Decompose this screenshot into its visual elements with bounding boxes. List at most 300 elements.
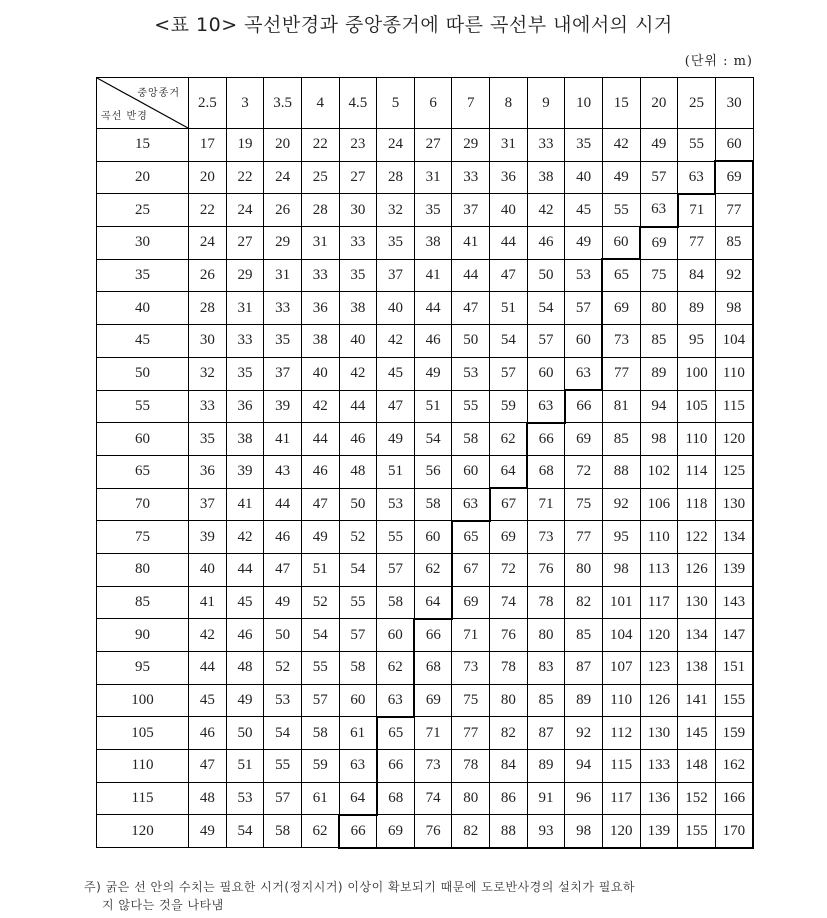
value-cell: 59	[490, 390, 528, 423]
value-cell: 63	[339, 750, 377, 783]
value-cell: 134	[678, 619, 716, 652]
value-cell: 59	[301, 750, 339, 783]
value-cell: 65	[377, 717, 415, 750]
table-row	[97, 586, 754, 619]
value-cell: 55	[602, 194, 640, 227]
value-cell: 152	[678, 782, 716, 815]
value-cell: 45	[565, 194, 603, 227]
value-cell: 46	[527, 227, 565, 260]
value-cell: 31	[264, 259, 302, 292]
value-cell: 89	[565, 684, 603, 717]
value-cell: 60	[565, 325, 603, 358]
value-cell: 98	[602, 553, 640, 586]
value-cell: 62	[377, 652, 415, 685]
value-cell: 63	[565, 357, 603, 390]
value-cell: 60	[414, 521, 452, 554]
value-cell: 65	[602, 259, 640, 292]
value-cell: 44	[414, 292, 452, 325]
value-cell: 101	[602, 586, 640, 619]
value-cell: 36	[226, 390, 264, 423]
value-cell: 62	[414, 553, 452, 586]
value-cell: 92	[565, 717, 603, 750]
header-row	[97, 78, 754, 129]
value-cell: 28	[377, 161, 415, 194]
value-cell: 69	[452, 586, 490, 619]
row-header-radius: 35	[97, 259, 189, 292]
value-cell: 62	[490, 423, 528, 456]
value-cell: 44	[452, 259, 490, 292]
value-cell: 47	[452, 292, 490, 325]
value-cell: 54	[339, 553, 377, 586]
value-cell: 113	[640, 553, 678, 586]
column-header: 6	[414, 78, 452, 129]
value-cell: 58	[414, 488, 452, 521]
value-cell: 42	[602, 129, 640, 162]
table-row	[97, 292, 754, 325]
value-cell: 63	[527, 390, 565, 423]
value-cell: 77	[452, 717, 490, 750]
value-cell: 47	[264, 553, 302, 586]
value-cell: 55	[264, 750, 302, 783]
value-cell: 40	[339, 325, 377, 358]
value-cell: 125	[715, 455, 753, 488]
value-cell: 73	[602, 325, 640, 358]
table-row	[97, 423, 754, 456]
column-header: 9	[527, 78, 565, 129]
value-cell: 42	[377, 325, 415, 358]
value-cell: 60	[452, 455, 490, 488]
table-row	[97, 652, 754, 685]
value-cell: 24	[189, 227, 227, 260]
value-cell: 71	[678, 194, 716, 227]
value-cell: 40	[490, 194, 528, 227]
value-cell: 72	[565, 455, 603, 488]
value-cell: 35	[264, 325, 302, 358]
value-cell: 35	[226, 357, 264, 390]
value-cell: 38	[226, 423, 264, 456]
value-cell: 28	[189, 292, 227, 325]
value-cell: 50	[226, 717, 264, 750]
value-cell: 110	[602, 684, 640, 717]
column-header: 20	[640, 78, 678, 129]
value-cell: 78	[490, 652, 528, 685]
value-cell: 139	[640, 815, 678, 848]
value-cell: 134	[715, 521, 753, 554]
value-cell: 38	[301, 325, 339, 358]
value-cell: 54	[490, 325, 528, 358]
value-cell: 76	[490, 619, 528, 652]
value-cell: 29	[264, 227, 302, 260]
value-cell: 71	[527, 488, 565, 521]
value-cell: 85	[602, 423, 640, 456]
value-cell: 44	[301, 423, 339, 456]
value-cell: 115	[715, 390, 753, 423]
row-header-radius: 65	[97, 455, 189, 488]
value-cell: 136	[640, 782, 678, 815]
value-cell: 58	[339, 652, 377, 685]
table-row	[97, 619, 754, 652]
value-cell: 68	[414, 652, 452, 685]
value-cell: 48	[226, 652, 264, 685]
value-cell: 38	[339, 292, 377, 325]
table-row	[97, 553, 754, 586]
value-cell: 42	[189, 619, 227, 652]
value-cell: 60	[377, 619, 415, 652]
value-cell: 51	[226, 750, 264, 783]
value-cell: 122	[678, 521, 716, 554]
value-cell: 57	[264, 782, 302, 815]
value-cell: 57	[490, 357, 528, 390]
value-cell: 54	[264, 717, 302, 750]
value-cell: 92	[602, 488, 640, 521]
value-cell: 55	[452, 390, 490, 423]
value-cell: 44	[490, 227, 528, 260]
value-cell: 37	[452, 194, 490, 227]
value-cell: 51	[301, 553, 339, 586]
value-cell: 40	[565, 161, 603, 194]
value-cell: 39	[264, 390, 302, 423]
value-cell: 51	[490, 292, 528, 325]
table-row	[97, 161, 754, 194]
value-cell: 41	[189, 586, 227, 619]
row-header-radius: 100	[97, 684, 189, 717]
value-cell: 69	[490, 521, 528, 554]
value-cell: 58	[264, 815, 302, 848]
value-cell: 110	[640, 521, 678, 554]
column-header: 8	[490, 78, 528, 129]
value-cell: 83	[527, 652, 565, 685]
value-cell: 43	[264, 455, 302, 488]
column-header: 2.5	[189, 78, 227, 129]
value-cell: 33	[301, 259, 339, 292]
value-cell: 102	[640, 455, 678, 488]
row-header-radius: 40	[97, 292, 189, 325]
column-header: 15	[602, 78, 640, 129]
value-cell: 35	[565, 129, 603, 162]
value-cell: 44	[226, 553, 264, 586]
table-row	[97, 782, 754, 815]
column-header: 30	[715, 78, 753, 129]
value-cell: 85	[640, 325, 678, 358]
value-cell: 42	[339, 357, 377, 390]
value-cell: 42	[226, 521, 264, 554]
value-cell: 98	[565, 815, 603, 848]
value-cell: 147	[715, 619, 753, 652]
value-cell: 58	[452, 423, 490, 456]
value-cell: 89	[527, 750, 565, 783]
value-cell: 117	[602, 782, 640, 815]
column-header: 4	[301, 78, 339, 129]
value-cell: 155	[715, 684, 753, 717]
value-cell: 72	[490, 553, 528, 586]
value-cell: 33	[452, 161, 490, 194]
value-cell: 77	[602, 357, 640, 390]
value-cell: 49	[565, 227, 603, 260]
value-cell: 75	[640, 259, 678, 292]
value-cell: 92	[715, 259, 753, 292]
value-cell: 35	[377, 227, 415, 260]
value-cell: 71	[452, 619, 490, 652]
value-cell: 66	[339, 815, 377, 848]
value-cell: 46	[264, 521, 302, 554]
value-cell: 78	[452, 750, 490, 783]
value-cell: 65	[452, 521, 490, 554]
value-cell: 40	[377, 292, 415, 325]
value-cell: 27	[339, 161, 377, 194]
row-header-radius: 70	[97, 488, 189, 521]
value-cell: 17	[189, 129, 227, 162]
value-cell: 105	[678, 390, 716, 423]
value-cell: 47	[377, 390, 415, 423]
value-cell: 37	[189, 488, 227, 521]
value-cell: 77	[715, 194, 753, 227]
value-cell: 36	[189, 455, 227, 488]
value-cell: 61	[339, 717, 377, 750]
value-cell: 37	[377, 259, 415, 292]
value-cell: 88	[602, 455, 640, 488]
value-cell: 31	[490, 129, 528, 162]
value-cell: 22	[226, 161, 264, 194]
value-cell: 96	[565, 782, 603, 815]
column-header: 4.5	[339, 78, 377, 129]
value-cell: 89	[678, 292, 716, 325]
row-header-radius: 45	[97, 325, 189, 358]
value-cell: 110	[678, 423, 716, 456]
value-cell: 94	[565, 750, 603, 783]
value-cell: 139	[715, 553, 753, 586]
value-cell: 78	[527, 586, 565, 619]
footnote	[84, 878, 784, 914]
column-header: 10	[565, 78, 603, 129]
value-cell: 57	[377, 553, 415, 586]
value-cell: 166	[715, 782, 753, 815]
value-cell: 35	[189, 423, 227, 456]
value-cell: 27	[414, 129, 452, 162]
table-row	[97, 357, 754, 390]
value-cell: 84	[490, 750, 528, 783]
value-cell: 37	[264, 357, 302, 390]
value-cell: 22	[301, 129, 339, 162]
value-cell: 45	[189, 684, 227, 717]
value-cell: 71	[414, 717, 452, 750]
value-cell: 44	[339, 390, 377, 423]
value-cell: 112	[602, 717, 640, 750]
value-cell: 87	[565, 652, 603, 685]
value-cell: 66	[527, 423, 565, 456]
value-cell: 50	[452, 325, 490, 358]
value-cell: 76	[414, 815, 452, 848]
value-cell: 33	[527, 129, 565, 162]
row-header-radius: 50	[97, 357, 189, 390]
value-cell: 33	[189, 390, 227, 423]
value-cell: 38	[527, 161, 565, 194]
table-title: <표 10> 곡선반경과 중앙종거에 따른 곡선부 내에서의 시거	[154, 14, 673, 36]
value-cell: 82	[490, 717, 528, 750]
value-cell: 24	[226, 194, 264, 227]
value-cell: 104	[602, 619, 640, 652]
value-cell: 117	[640, 586, 678, 619]
value-cell: 32	[189, 357, 227, 390]
value-cell: 41	[264, 423, 302, 456]
value-cell: 55	[301, 652, 339, 685]
value-cell: 46	[414, 325, 452, 358]
value-cell: 123	[640, 652, 678, 685]
value-cell: 49	[640, 129, 678, 162]
value-cell: 82	[452, 815, 490, 848]
value-cell: 143	[715, 586, 753, 619]
value-cell: 67	[452, 553, 490, 586]
value-cell: 20	[189, 161, 227, 194]
value-cell: 49	[264, 586, 302, 619]
value-cell: 68	[377, 782, 415, 815]
value-cell: 45	[377, 357, 415, 390]
value-cell: 69	[715, 161, 753, 194]
value-cell: 85	[565, 619, 603, 652]
value-cell: 53	[565, 259, 603, 292]
sight-distance-table	[96, 77, 754, 849]
value-cell: 45	[226, 586, 264, 619]
value-cell: 110	[715, 357, 753, 390]
value-cell: 80	[452, 782, 490, 815]
table-row	[97, 455, 754, 488]
row-header-radius: 120	[97, 815, 189, 848]
value-cell: 55	[377, 521, 415, 554]
value-cell: 155	[678, 815, 716, 848]
value-cell: 85	[715, 227, 753, 260]
value-cell: 76	[527, 553, 565, 586]
value-cell: 80	[527, 619, 565, 652]
value-cell: 49	[226, 684, 264, 717]
value-cell: 40	[189, 553, 227, 586]
value-cell: 73	[414, 750, 452, 783]
footnote-line-2: 지 않다는 것을 나타냄	[102, 898, 224, 912]
row-header-radius: 90	[97, 619, 189, 652]
column-header: 25	[678, 78, 716, 129]
value-cell: 58	[377, 586, 415, 619]
value-cell: 60	[527, 357, 565, 390]
value-cell: 48	[189, 782, 227, 815]
value-cell: 38	[414, 227, 452, 260]
value-cell: 170	[715, 815, 753, 848]
value-cell: 24	[264, 161, 302, 194]
value-cell: 30	[189, 325, 227, 358]
value-cell: 51	[377, 455, 415, 488]
value-cell: 63	[452, 488, 490, 521]
value-cell: 80	[490, 684, 528, 717]
row-header-radius: 25	[97, 194, 189, 227]
row-header-radius: 30	[97, 227, 189, 260]
value-cell: 41	[226, 488, 264, 521]
value-cell: 35	[414, 194, 452, 227]
value-cell: 52	[264, 652, 302, 685]
value-cell: 77	[678, 227, 716, 260]
value-cell: 60	[339, 684, 377, 717]
value-cell: 49	[602, 161, 640, 194]
value-cell: 44	[264, 488, 302, 521]
value-cell: 36	[490, 161, 528, 194]
value-cell: 52	[339, 521, 377, 554]
value-cell: 68	[527, 455, 565, 488]
column-header: 3.5	[264, 78, 302, 129]
value-cell: 104	[715, 325, 753, 358]
value-cell: 73	[452, 652, 490, 685]
table-row	[97, 684, 754, 717]
value-cell: 145	[678, 717, 716, 750]
value-cell: 39	[189, 521, 227, 554]
value-cell: 47	[189, 750, 227, 783]
row-header-radius: 15	[97, 129, 189, 162]
corner-header-cell	[97, 78, 189, 129]
table-row	[97, 194, 754, 227]
curve-radius-label: 곡선 반경	[101, 111, 148, 122]
value-cell: 98	[640, 423, 678, 456]
value-cell: 120	[715, 423, 753, 456]
value-cell: 69	[414, 684, 452, 717]
value-cell: 69	[640, 227, 678, 260]
value-cell: 33	[226, 325, 264, 358]
value-cell: 28	[301, 194, 339, 227]
value-cell: 95	[602, 521, 640, 554]
value-cell: 49	[189, 815, 227, 848]
table-row	[97, 325, 754, 358]
table-row	[97, 717, 754, 750]
value-cell: 42	[301, 390, 339, 423]
value-cell: 55	[678, 129, 716, 162]
value-cell: 24	[377, 129, 415, 162]
column-header: 5	[377, 78, 415, 129]
value-cell: 69	[565, 423, 603, 456]
value-cell: 120	[640, 619, 678, 652]
value-cell: 64	[414, 586, 452, 619]
value-cell: 77	[565, 521, 603, 554]
row-header-radius: 55	[97, 390, 189, 423]
value-cell: 32	[377, 194, 415, 227]
value-cell: 162	[715, 750, 753, 783]
row-header-radius: 105	[97, 717, 189, 750]
value-cell: 114	[678, 455, 716, 488]
value-cell: 66	[377, 750, 415, 783]
value-cell: 57	[339, 619, 377, 652]
value-cell: 57	[565, 292, 603, 325]
value-cell: 63	[678, 161, 716, 194]
unit-label: (단위 : m)	[684, 54, 753, 69]
table-row	[97, 390, 754, 423]
value-cell: 26	[189, 259, 227, 292]
value-cell: 54	[527, 292, 565, 325]
value-cell: 20	[264, 129, 302, 162]
value-cell: 51	[414, 390, 452, 423]
value-cell: 47	[301, 488, 339, 521]
value-cell: 31	[226, 292, 264, 325]
value-cell: 57	[301, 684, 339, 717]
table-row	[97, 488, 754, 521]
value-cell: 80	[565, 553, 603, 586]
value-cell: 133	[640, 750, 678, 783]
value-cell: 23	[339, 129, 377, 162]
value-cell: 53	[377, 488, 415, 521]
value-cell: 120	[602, 815, 640, 848]
value-cell: 100	[678, 357, 716, 390]
value-cell: 33	[264, 292, 302, 325]
value-cell: 151	[715, 652, 753, 685]
value-cell: 87	[527, 717, 565, 750]
value-cell: 44	[189, 652, 227, 685]
value-cell: 69	[377, 815, 415, 848]
value-cell: 148	[678, 750, 716, 783]
value-cell: 57	[640, 161, 678, 194]
value-cell: 62	[301, 815, 339, 848]
value-cell: 60	[602, 227, 640, 260]
